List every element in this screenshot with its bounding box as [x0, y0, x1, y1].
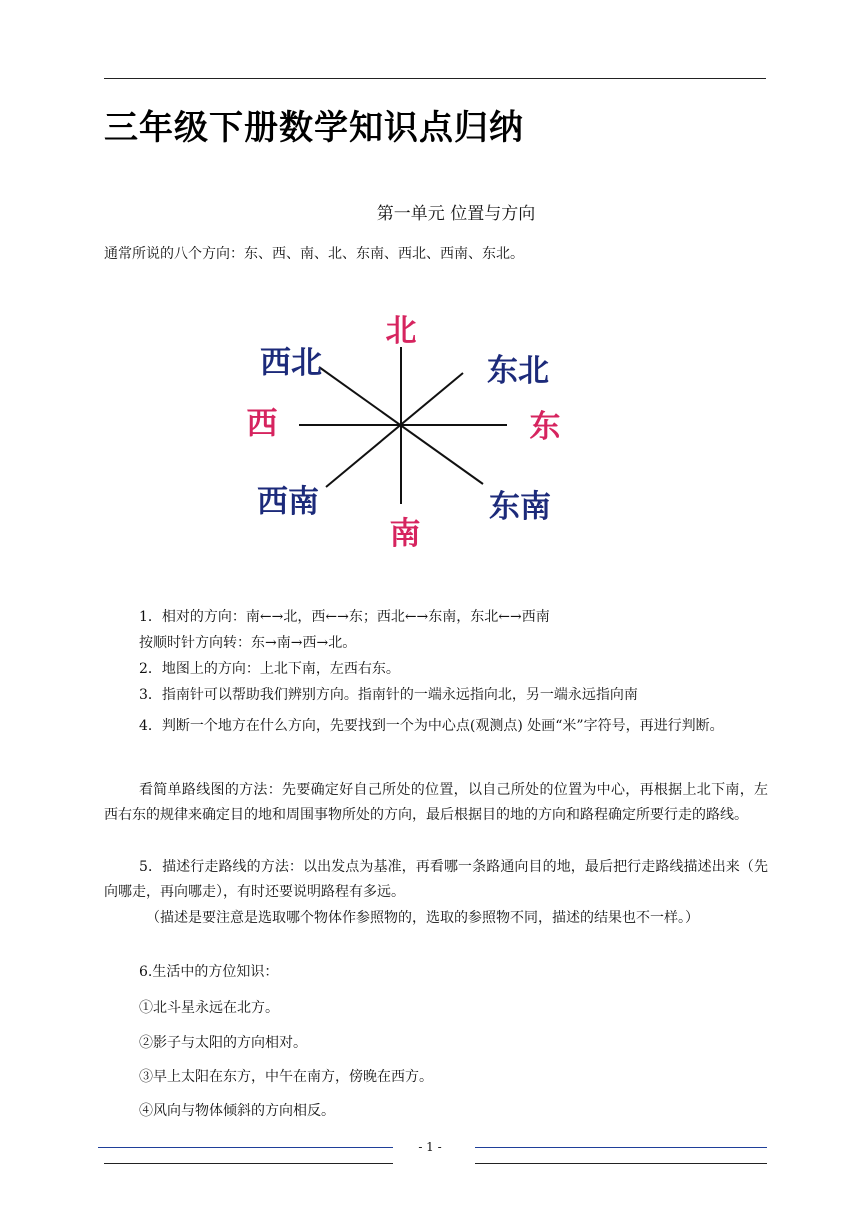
list-item-map-directions: 2．地图上的方向：上北下南，左西右东。 — [139, 661, 400, 677]
list-item-describe-route: 5．描述行走路线的方法：以出发点为基准，再看哪一条路通向目的地，最后把行走路线描述出来（先向哪走，再向哪走），有时还要说明路程有多远。 — [104, 859, 768, 900]
reference-object-note: （描述是要注意是选取哪个物体作参照物的，选取的参照物不同，描述的结果也不一样。） — [146, 910, 699, 926]
page-number: - 1 - — [418, 1140, 442, 1154]
fact-shadow: ②影子与太阳的方向相对。 — [139, 1035, 307, 1051]
footer-rule-left-blue — [98, 1147, 393, 1148]
northeast-southwest-axis — [326, 373, 463, 487]
fact-sun-position: ③早上太阳在东方，中午在南方，傍晚在西方。 — [139, 1069, 433, 1085]
label-northeast: 东北 — [487, 353, 549, 389]
footer-rule-right — [475, 1163, 767, 1164]
list-item-opposite-directions: 1．相对的方向：南←→北，西←→东；西北←→东南，东北←→西南 — [139, 609, 550, 625]
label-east: 东 — [529, 409, 561, 445]
label-north: 北 — [385, 313, 417, 349]
list-item-center-point: 4．判断一个地方在什么方向，先要找到一个为中心点(观测点) 处画“米”字符号，再进行判断。 — [139, 718, 724, 734]
list-item-clockwise: 按顺时针方向转：东→南→西→北。 — [139, 635, 357, 651]
list-item-life-knowledge: 6.生活中的方位知识： — [139, 964, 279, 980]
fact-big-dipper: ①北斗星永远在北方。 — [139, 1000, 279, 1016]
list-item-compass: 3．指南针可以帮助我们辨别方向。指南针的一端永远指向北，另一端永远指向南 — [139, 687, 638, 703]
label-west: 西 — [246, 406, 278, 442]
label-south: 南 — [389, 516, 421, 552]
compass-diagram — [191, 279, 621, 579]
document-title: 三年级下册数学知识点归纳 — [104, 108, 524, 148]
label-southeast: 东南 — [489, 489, 551, 525]
label-southwest: 西南 — [257, 484, 319, 520]
fact-wind-direction: ④风向与物体倾斜的方向相反。 — [139, 1103, 335, 1119]
label-northwest: 西北 — [260, 345, 322, 381]
compass-svg — [191, 279, 621, 579]
header-rule — [104, 78, 766, 79]
footer-rule-right-blue — [475, 1147, 767, 1148]
route-map-method: 看简单路线图的方法：先要确定好自己所处的位置，以自己所处的位置为中心，再根据上北下南，左西右东的规律来确定目的地和周围事物所处的方向，最后根据目的地的方向和路程确定所要行走的路线。 — [104, 782, 768, 823]
footer-rule-left — [104, 1163, 393, 1164]
unit-heading: 第一单元 位置与方向 — [376, 204, 536, 224]
intro-paragraph: 通常所说的八个方向：东、西、南、北、东南、西北、西南、东北。 — [104, 246, 524, 262]
